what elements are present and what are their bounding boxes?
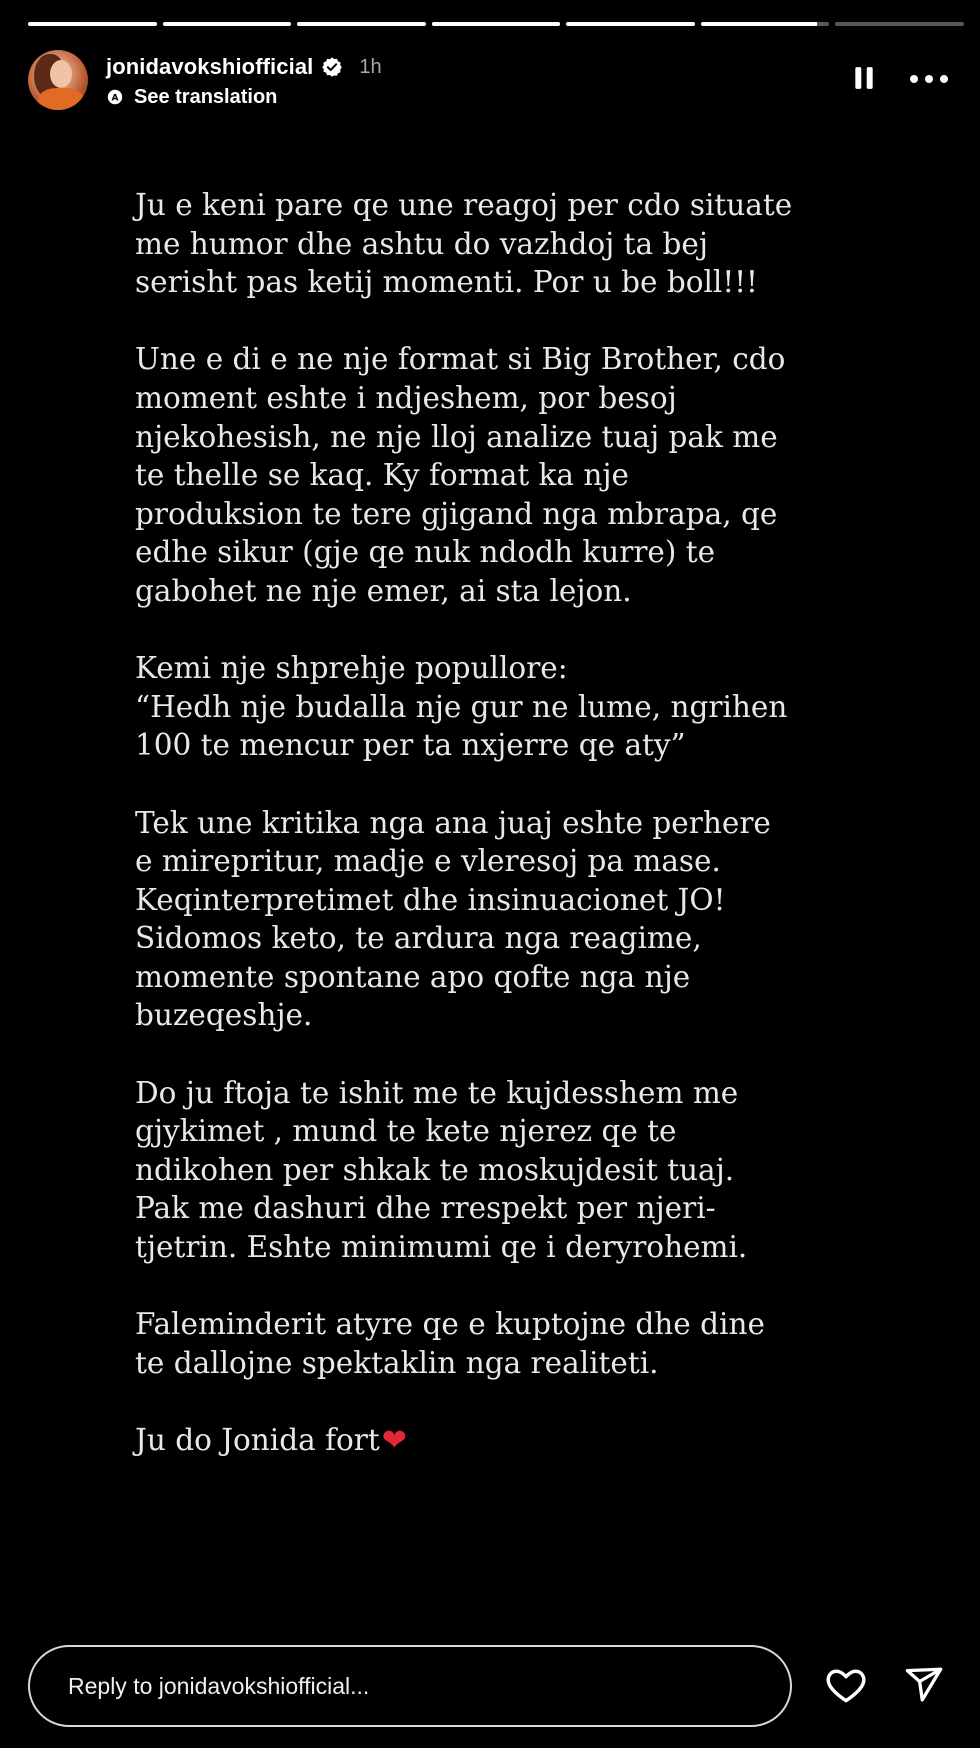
share-button[interactable]: [900, 1663, 948, 1711]
story-header: [28, 50, 952, 114]
like-button[interactable]: [822, 1663, 870, 1711]
verified-badge-icon: [321, 56, 343, 78]
story-text: [135, 186, 895, 1461]
svg-text:A: A: [111, 93, 119, 104]
progress-segment: [28, 22, 157, 26]
story-progress-bar: [28, 22, 964, 26]
progress-segment: [163, 22, 292, 26]
story-paragraph-4: Tek une kritika nga ana juaj eshte perhere e mirepritur, madje e vleresoj pa mase. Keqinterpretimet dhe insinuacionet JO! Sidomos keto, te ardura nga reagime, momente spontane apo qofte nga nje buzeqeshje.: [135, 805, 771, 1033]
progress-segment: [566, 22, 695, 26]
translate-icon: [106, 88, 124, 106]
story-paragraph-2: Une e di e ne nje format si Big Brother, cdo moment eshte i ndjeshem, por besoj njekohesish, ne nje lloj analize tuaj pak me te thelle se kaq. Ky format ka nje produksion te tere gjigand nga mbrapa, qe edhe sikur (gje qe nuk ndodh kurre) te gabohet ne nje emer, ai sta lejon.: [135, 342, 786, 608]
avatar[interactable]: [28, 50, 88, 110]
heart-icon: [824, 1663, 868, 1712]
story-paragraph-6: Faleminderit atyre qe e kuptojne dhe dine te dallojne spektaklin nga realiteti.: [135, 1307, 765, 1380]
username[interactable]: jonidavokshiofficial: [106, 54, 314, 79]
progress-segment: [701, 22, 830, 26]
heart-emoji-icon: ❤: [381, 1423, 407, 1458]
story-footer: [28, 1645, 952, 1729]
story-signoff-line: [135, 1421, 895, 1461]
see-translation-label: See translation: [134, 85, 278, 108]
more-options-button[interactable]: [906, 62, 952, 98]
progress-segment: [835, 22, 964, 26]
see-translation-button[interactable]: [106, 84, 277, 110]
username-row: [106, 52, 382, 82]
reply-input[interactable]: [28, 1645, 792, 1727]
story-signoff: Ju do Jonida fort: [135, 1423, 380, 1457]
send-icon: [903, 1664, 945, 1711]
post-time: 1h: [359, 55, 382, 78]
story-paragraph-1: Ju e keni pare qe une reagoj per cdo situate me humor dhe ashtu do vazhdoj ta bej serisht pas ketij momenti. Por u be boll!!!: [135, 188, 793, 300]
pause-icon: [851, 63, 877, 98]
progress-segment: [297, 22, 426, 26]
pause-button[interactable]: [846, 62, 882, 98]
more-horizontal-icon: [909, 71, 949, 89]
story-paragraph-3: Kemi nje shprehje popullore: “Hedh nje budalla nje gur ne lume, ngrihen 100 te mencur per ta nxjerre qe aty”: [135, 651, 788, 763]
story-paragraph-5: Do ju ftoja te ishit me te kujdesshem me gjykimet , mund te kete njerez qe te ndikohen per shkak te moskujdesit tuaj. Pak me dashuri dhe rrespekt per njeri- tjetrin. Eshte minimumi qe i deryrohemi.: [135, 1075, 748, 1265]
progress-segment: [432, 22, 561, 26]
